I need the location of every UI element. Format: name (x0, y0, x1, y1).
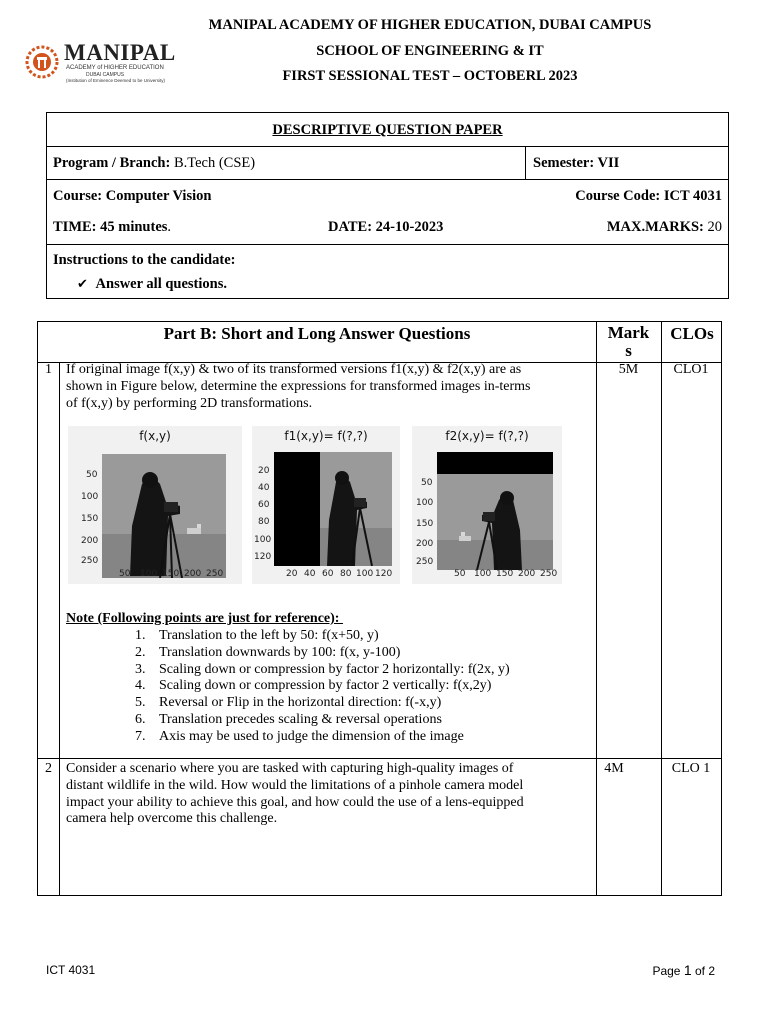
y-tick: 60 (258, 500, 270, 510)
time-dot: . (167, 219, 172, 235)
x-tick: 40 (304, 569, 316, 579)
cameraman-image-f1 (274, 452, 392, 566)
note-item: 2. Translation downwards by 100: f(x, y-100) (135, 644, 401, 660)
marks-header-line2: s (625, 341, 632, 360)
paper-type-title: DESCRIPTIVE QUESTION PAPER (272, 122, 503, 138)
y-tick: 20 (258, 466, 270, 476)
instruction-text: Answer all questions. (95, 276, 227, 292)
y-tick: 200 (81, 536, 99, 546)
question-text-line: camera help overcome this challenge. (66, 811, 278, 827)
x-tick: 120 (375, 569, 393, 579)
divider (596, 322, 597, 895)
y-tick: 120 (254, 552, 272, 562)
x-tick: 80 (340, 569, 352, 579)
divider (661, 322, 662, 895)
divider (525, 146, 526, 179)
divider (59, 362, 60, 895)
instruction-item (77, 276, 227, 293)
question-number: 2 (45, 761, 52, 776)
figure-f1 (252, 426, 400, 584)
y-tick: 250 (81, 556, 99, 566)
y-tick: 150 (81, 514, 99, 524)
x-tick: 100 (474, 569, 492, 579)
question-1-clo: CLO1 (673, 362, 709, 377)
x-tick: 100 (356, 569, 374, 579)
divider (38, 758, 721, 759)
figure-title: f1(x,y)= f(?,?) (284, 429, 368, 443)
question-2-clo: CLO 1 (671, 761, 711, 776)
x-tick: 200 (184, 569, 202, 579)
time-text: TIME: 45 minutes (53, 219, 168, 235)
note-list (135, 628, 510, 746)
logo-subtitle-1: ACADEMY of HIGHER EDUCATION (66, 65, 164, 71)
note-item: 6. Translation precedes scaling & reversal operations (135, 711, 442, 727)
part-title: Part B: Short and Long Answer Questions (163, 324, 471, 343)
question-text-line: If original image f(x,y) & two of its transformed versions f1(x,y) & f2(x,y) are as (66, 362, 522, 377)
logo-subtitle-2: DUBAI CAMPUS (86, 72, 125, 78)
cameraman-image-original (102, 454, 226, 578)
question-text-line: of f(x,y) by performing 2D transformations. (66, 395, 313, 411)
divider (47, 244, 728, 245)
marks-header-line1: Mark (607, 323, 650, 342)
semester: Semester: VII (533, 155, 620, 171)
checkmark-icon: ✔ (77, 277, 88, 292)
note-title: Note (Following points are just for reference): (66, 611, 343, 626)
question-text-line: shown in Figure below, determine the expressions for transformed images in-terms (66, 378, 531, 394)
max-marks-label: MAX.MARKS: (606, 219, 704, 235)
program-label: Program / Branch: (53, 155, 171, 171)
y-tick: 40 (258, 483, 270, 493)
y-tick: 100 (416, 498, 434, 508)
school-name: SCHOOL OF ENGINEERING & IT (316, 43, 544, 59)
x-tick: 150 (496, 569, 514, 579)
x-tick: 20 (286, 569, 298, 579)
max-marks (607, 219, 722, 236)
question-number: 1 (45, 362, 52, 377)
x-tick: 60 (322, 569, 334, 579)
y-tick: 80 (258, 517, 270, 527)
question-text-line: distant wildlife in the wild. How would the limitations of a pinhole camera model (66, 777, 524, 793)
program-branch (53, 155, 255, 172)
course-name: Course: Computer Vision (53, 188, 212, 204)
x-tick: 250 (540, 569, 558, 579)
note-item: 1. Translation to the left by 50: f(x+50, y) (135, 628, 379, 643)
cameraman-image-f2 (437, 452, 553, 570)
clos-header: CLOs (670, 324, 714, 343)
note-item: 3. Scaling down or compression by factor 2 horizontally: f(2x, y) (135, 661, 510, 677)
y-tick: 200 (416, 539, 434, 549)
y-tick: 100 (254, 535, 272, 545)
exam-info-box (46, 112, 729, 299)
logo-wordmark: MANIPAL (64, 40, 176, 65)
figure-f2 (412, 426, 562, 584)
x-tick: 250 (206, 569, 224, 579)
question-text-line: Consider a scenario where you are tasked with capturing high-quality images of (66, 761, 514, 776)
x-tick: 200 (518, 569, 536, 579)
question-1-marks: 5M (618, 362, 639, 377)
question-2-text (66, 761, 591, 828)
y-tick: 250 (416, 557, 434, 567)
footer-course-code: ICT 4031 (46, 963, 96, 977)
page-indicator (652, 962, 715, 978)
exam-time (53, 219, 171, 236)
exam-title: FIRST SESSIONAL TEST – OCTOBERL 2023 (282, 68, 578, 84)
x-tick: 100 (140, 569, 158, 579)
marks-header (596, 324, 661, 360)
figure-title: f2(x,y)= f(?,?) (445, 429, 529, 443)
program-value: B.Tech (CSE) (170, 155, 256, 171)
note-item: 7. Axis may be used to judge the dimension of the image (135, 728, 464, 744)
logo-tagline: (Institution of Eminence Deemed to be University) (66, 78, 166, 83)
y-tick: 100 (81, 492, 99, 502)
question-1-text (66, 362, 591, 412)
institution-name: MANIPAL ACADEMY OF HIGHER EDUCATION, DUBAI CAMPUS (208, 17, 652, 33)
y-tick: 150 (416, 519, 434, 529)
x-tick: 50 (119, 569, 131, 579)
divider (47, 146, 728, 147)
x-tick: 150 (162, 569, 180, 579)
question-text-line: impact your ability to achieve this goal, and how could the use of a lens-equipped (66, 794, 524, 810)
note-item: 5. Reversal or Flip in the horizontal direction: f(-x,y) (135, 695, 442, 711)
exam-date: DATE: 24-10-2023 (328, 219, 444, 235)
note-item: 4. Scaling down or compression by factor 2 vertically: f(x,2y) (135, 678, 492, 694)
page-number: 1 (683, 962, 692, 978)
question-2-marks: 4M (604, 761, 624, 776)
figure-title: f(x,y) (139, 429, 171, 443)
max-marks-value: 20 (703, 219, 722, 235)
y-tick: 50 (86, 470, 98, 480)
page-total: 2 (708, 964, 715, 978)
x-tick: 50 (454, 569, 466, 579)
y-tick: 50 (421, 478, 433, 488)
course-code: Course Code: ICT 4031 (575, 188, 722, 204)
page-word: Page (652, 964, 681, 978)
of-word: of (694, 964, 705, 978)
figure-original (68, 426, 242, 584)
divider (47, 179, 728, 180)
instructions-title: Instructions to the candidate: (53, 252, 236, 268)
